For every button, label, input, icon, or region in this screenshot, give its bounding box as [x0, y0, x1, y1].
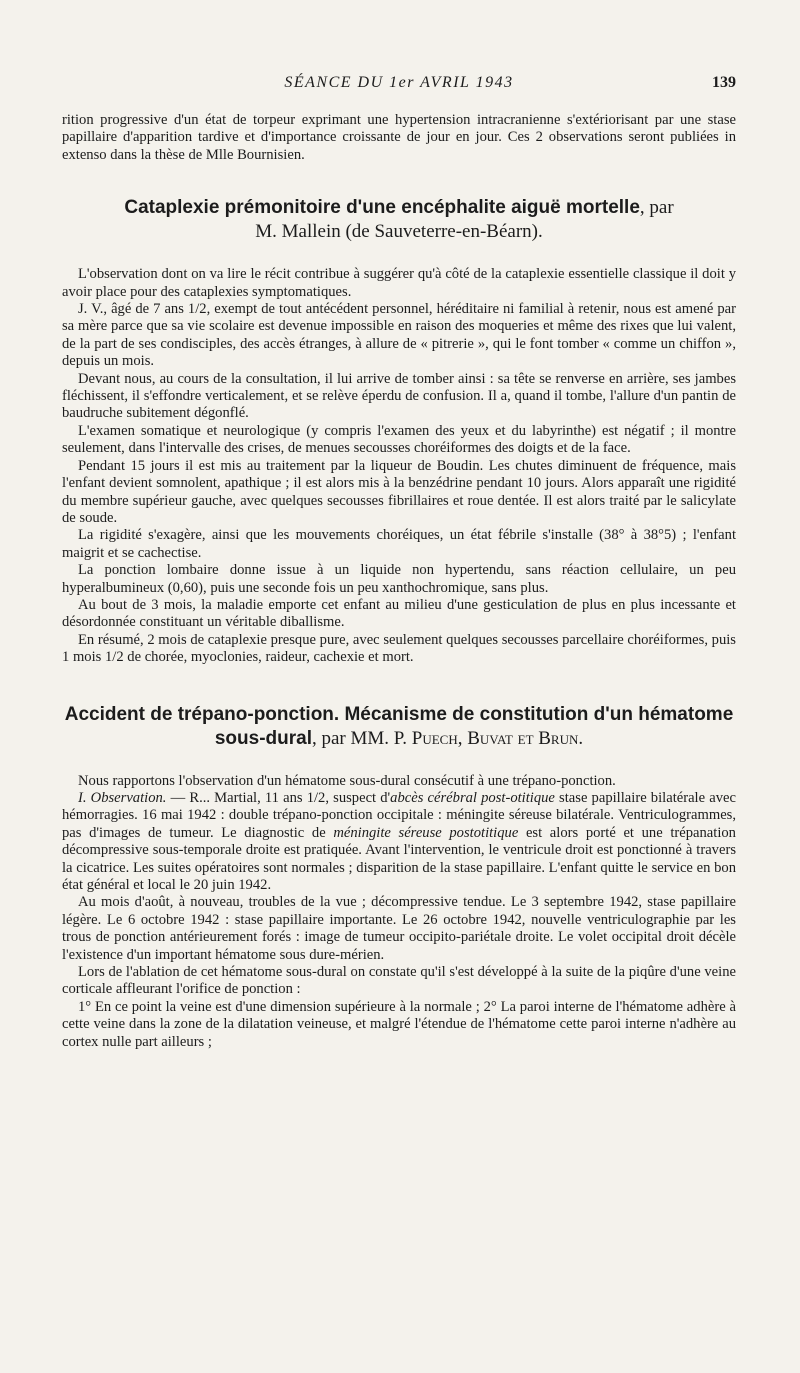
paragraph: L'examen somatique et neurologique (y compris l'examen des yeux et du labyrinthe) est négatif ; il montre seulement, dans l'intervalle des crises, de menues secousses choréiformes des doigts et de la face.	[62, 422, 736, 457]
paragraph: La rigidité s'exagère, ainsi que les mouvements choréiques, un état fébrile s'installe (38° à 38°5) ; l'enfant maigrit et se cachectise.	[62, 527, 736, 561]
article-title-text: Cataplexie prémonitoire d'une encéphalite aiguë mortelle	[124, 197, 640, 219]
observation-italic: abcès cérébral post-otitique	[390, 789, 555, 806]
article-cataplexie	[62, 196, 736, 666]
running-title: SÉANCE DU 1er AVRIL 1943	[284, 74, 514, 91]
paragraph: En résumé, 2 mois de cataplexie presque pure, avec seulement quelques secousses parcellaire choréiformes, puis 1 mois 1/2 de chorée, myoclonies, raideur, cachexie et mort.	[62, 631, 736, 666]
observation-paragraph	[62, 790, 736, 894]
page-number: 139	[712, 74, 736, 91]
paragraph: Au mois d'août, à nouveau, troubles de la vue ; décompressive tendue. Le 3 septembre 1942, stase papillaire légère. Le 6 octobre 1942 : stase papillaire importante. Le 26 octobre 1942, nouvelle ventriculographie par les trous de ponction antérieurement forés : image de tumeur occipito-pariétale droite. Le volet occipital droit décèle l'existence d'un important hématome sous dure-mérien.	[62, 894, 736, 963]
observation-italic: méningite séreuse postotitique	[333, 824, 519, 841]
paragraph: Devant nous, au cours de la consultation, il lui arrive de tomber ainsi : sa tête se renverse en arrière, ses jambes fléchissent, il s'effondre verticalement, et se relève éperdu de confusion. Il a, quand il tombe, l'allure d'un pantin de baudruche subitement dégonflé.	[62, 370, 736, 422]
continuation-paragraph: rition progressive d'un état de torpeur exprimant une hypertension intracranienne s'extériorisant par une stase papillaire d'apparition tardive et d'importance croissante de jour en jour. Ces 2 observations seront publiées in extenso dans la thèse de Mlle Bournisien.	[62, 112, 736, 163]
paragraph: Pendant 15 jours il est mis au traitement par la liqueur de Boudin. Les chutes diminuent de fréquence, mais l'enfant devient somnolent, apathique ; il est alors mis à la benzédrine pendant 10 jours. Alors apparaît une rigidité du membre supérieur gauche, avec quelques secousses fibrillaires et roue dentée. Il est alors traité par le salicylate de soude.	[62, 457, 736, 526]
article-title	[62, 703, 736, 751]
paragraph: La ponction lombaire donne issue à un liquide non hypertendu, sans réaction cellulaire, un peu hyperalbumineux (0,60), puis une seconde fois un peu xanthochromique, sans plus.	[62, 562, 736, 596]
article-title-text: Accident de trépano-ponction. Mécanisme de constitution d'un hématome sous-dural	[64, 703, 734, 749]
observation-text: est alors porté et une trépanation décompressive sous-temporale droite est pratiquée. Avant l'intervention, le ventricule droit est ponctionné à travers la cicatrice. Les suites opératoires sont normales ; disparition de la stase papillaire. L'enfant quitte le service en bon état général et local le 20 juin 1942.	[62, 824, 736, 893]
paragraph: L'observation dont on va lire le récit contribue à suggérer qu'à côté de la cataplexie essentielle classique il doit y avoir place pour des cataplexies symptomatiques.	[62, 266, 736, 300]
article-authors: P. Puech, Buvat et Brun.	[393, 727, 584, 749]
article-title-par: , par	[639, 197, 674, 219]
observation-text: stase papillaire bilatérale avec hémorragies. 16 mai 1942 : double trépano-ponction occipitale : méningite séreuse bilatérale. Ventriculogrammes, pas d'images de tumeur. Le diagnostic de	[62, 789, 736, 841]
paragraph: Lors de l'ablation de cet hématome sous-dural on constate qu'il s'est développé à la suite de la piqûre d'une veine corticale affleurant l'orifice de ponction :	[62, 964, 736, 998]
observation-text: — R... Martial, 11 ans 1/2, suspect d'	[166, 789, 391, 806]
paragraph: 1° En ce point la veine est d'une dimension supérieure à la normale ; 2° La paroi interne de l'hématome adhère à cette veine dans la zone de la dilatation veineuse, et malgré l'étendue de l'hématome cette paroi interne n'adhère au cortex nulle part ailleurs ;	[62, 998, 736, 1050]
paragraph: J. V., âgé de 7 ans 1/2, exempt de tout antécédent personnel, héréditaire ni familial à retenir, nous est amené par sa mère parce que sa vie scolaire est devenue impossible en raison des moqueries et même des rixes que lui valent, de la part de ses condisciples, des accès étranges, à allure de « pitrerie », qui le font tomber « comme un chiffon », depuis un mois.	[62, 301, 736, 370]
article-title	[62, 196, 736, 244]
observation-label: I. Observation.	[78, 789, 167, 806]
article-trepano-ponction	[62, 703, 736, 1052]
intro-paragraph: Nous rapportons l'observation d'un hématome sous-dural consécutif à une trépano-ponction.	[78, 772, 616, 789]
paragraph: Au bout de 3 mois, la maladie emporte cet enfant au milieu d'une gesticulation de plus en plus incessante et désordonnée constituant un véritable diballisme.	[62, 596, 736, 631]
article-title-par: , par MM.	[311, 727, 394, 749]
running-head	[62, 74, 736, 98]
article-author: M. Mallein (de Sauveterre-en-Béarn).	[255, 221, 543, 243]
